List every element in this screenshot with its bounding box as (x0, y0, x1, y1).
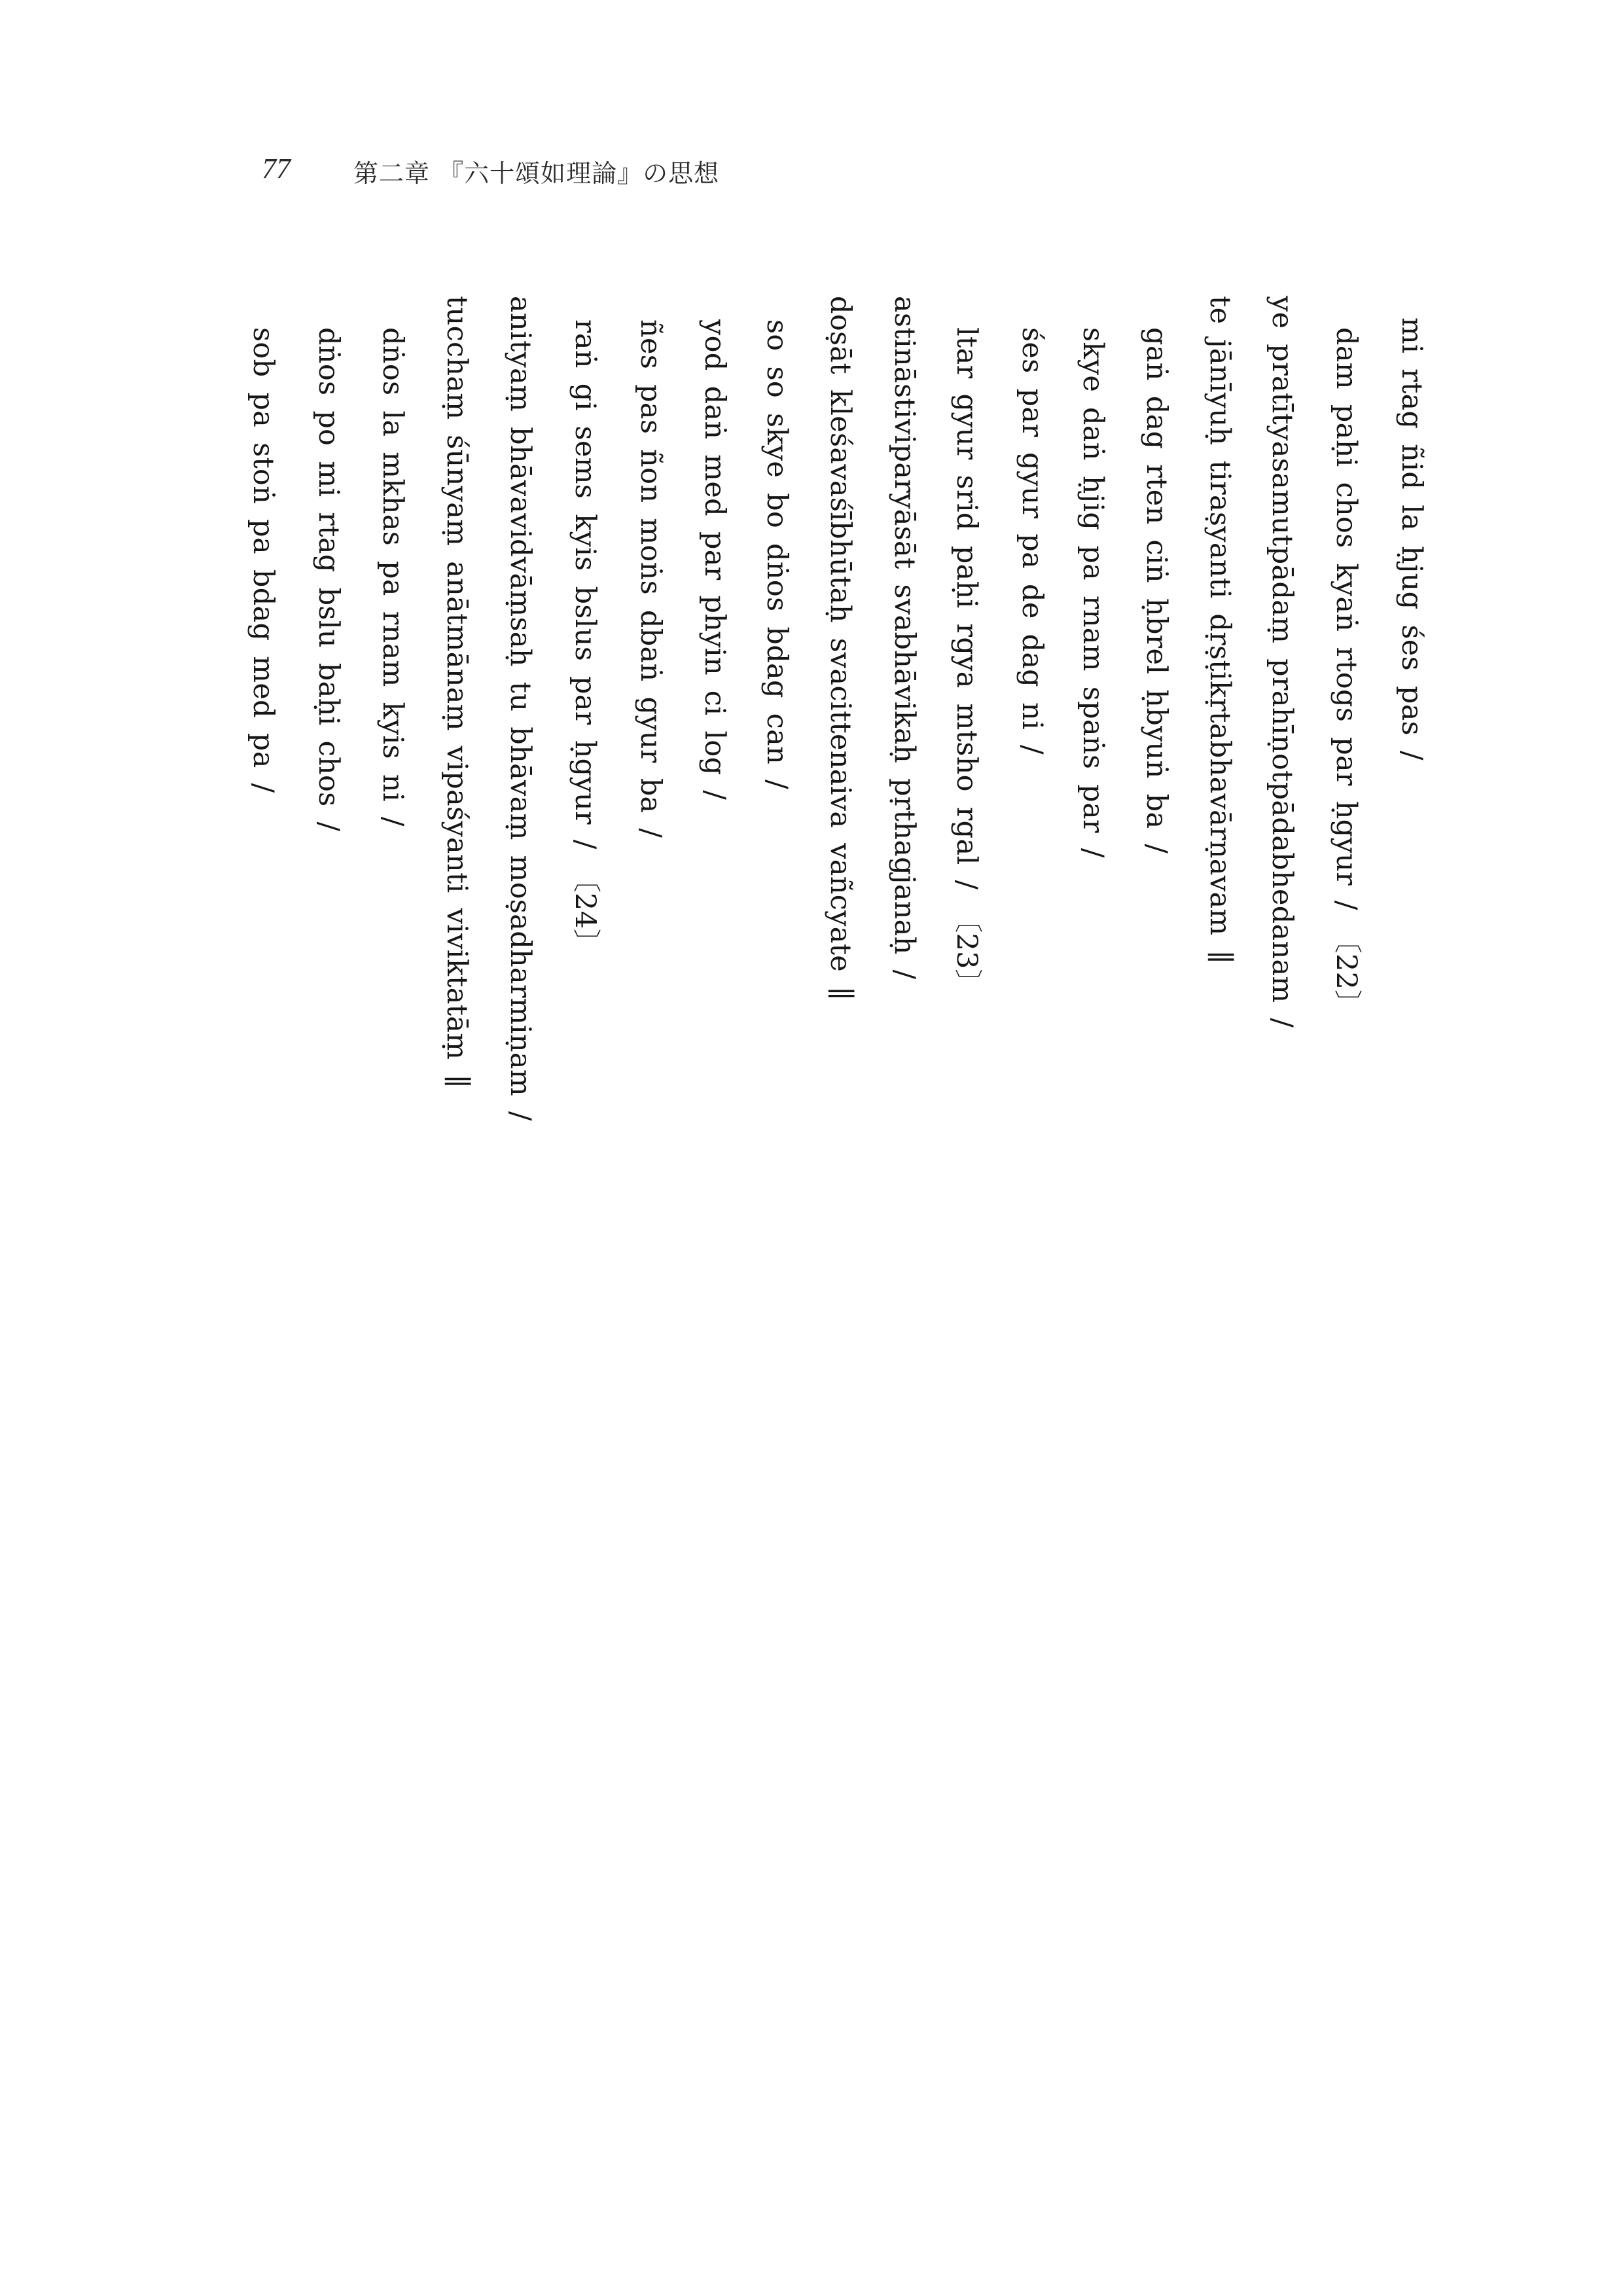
verse-line: doṣāt kleśavaśībhūtaḥ svacittenaiva vañcyate ∥ (824, 296, 857, 1001)
verse-line: ltar gyur srid paḥi rgya mtsho rgal / 〔23〕 (950, 327, 983, 998)
verse-line: raṅ gi sems kyis bslus par ḥgyur / 〔24〕 (569, 319, 601, 958)
page-number: 77 (262, 152, 291, 185)
verse-line: mi rtag ñid la ḥjug śes pas / (1395, 317, 1428, 761)
verse-line: tucchaṃ śūnyaṃ anātmānaṃ vipaśyanti viviktatāṃ ∥ (440, 296, 473, 1088)
verse-line: dṅos la mkhas pa rnam kyis ni / (376, 327, 409, 827)
verse-line: so so skye bo dṅos bdag can / (760, 319, 793, 789)
verse-line: dṅos po mi rtag bslu baḥi chos / (312, 327, 345, 832)
verse-line: sob pa stoṅ pa bdag med pa / (247, 327, 279, 793)
verse-line: te jānīyuḥ tiraṣyanti dṛṣṭikṛtabhavārṇavam ∥ (1204, 296, 1236, 964)
verse-line: dam paḥi chos kyaṅ rtogs par ḥgyur / 〔22〕 (1330, 327, 1363, 1018)
verse-line: ye pratītyasamutpādaṃ prahīṇotpādabhedanam / (1266, 296, 1298, 1028)
verse-line: gaṅ dag rten ciṅ ḥbrel ḥbyuṅ ba / (1140, 327, 1173, 854)
verse-line: śes par gyur pa de dag ni / (1016, 327, 1048, 755)
chapter-title: 第二章 『六十頌如理論』の思想 (353, 159, 720, 188)
verse-line: anityaṃ bhāvavidvāṃsaḥ tu bhāvaṃ moṣadharmiṇam / (504, 296, 537, 1121)
verse-line: astināstiviparyāsāt svabhāvikaḥ pṛthagjanaḥ / (888, 296, 921, 980)
verse-line: ñes pas ñon moṅs dbaṅ gyur ba / (634, 319, 667, 838)
verse-line: skye daṅ ḥjig pa rnam spaṅs par / (1077, 327, 1109, 858)
verse-line: yod daṅ med par phyin ci log / (698, 319, 731, 800)
